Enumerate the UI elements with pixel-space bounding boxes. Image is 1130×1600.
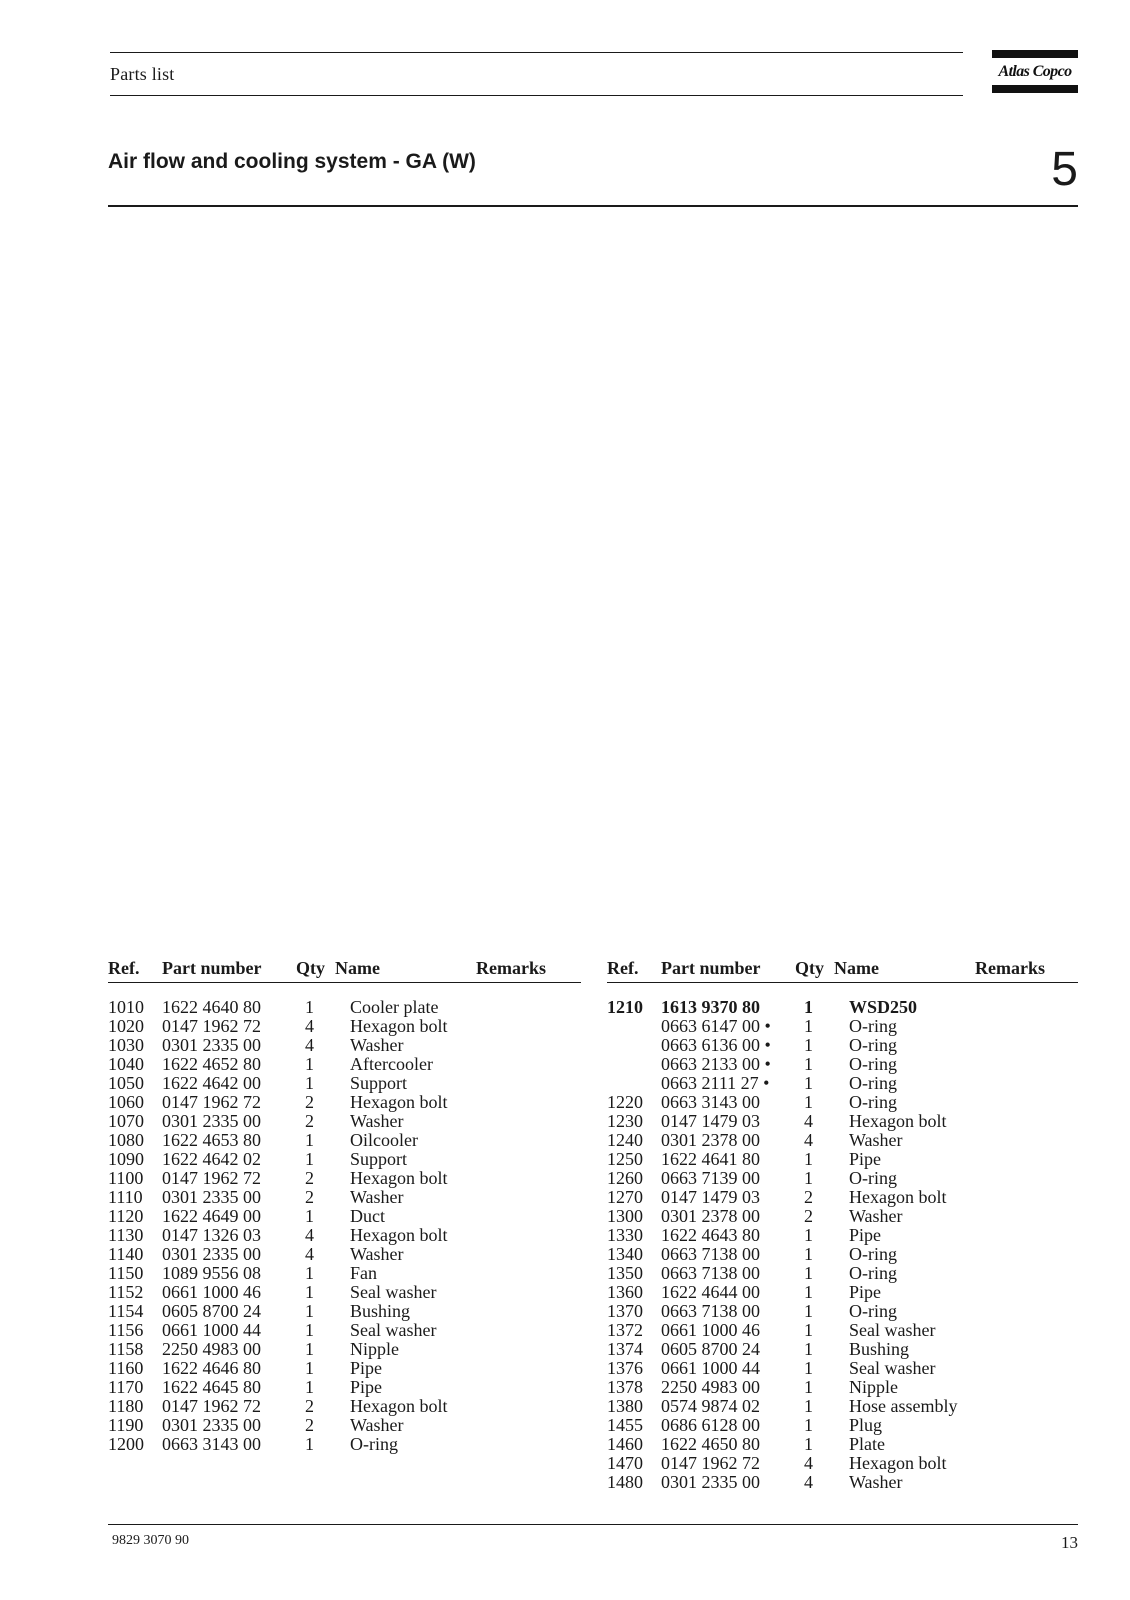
ref-cell: 1020 — [108, 1016, 144, 1036]
table-row — [607, 1416, 1087, 1435]
table-row — [108, 1283, 588, 1302]
qty-cell: 1 — [804, 1396, 813, 1416]
ref-cell: 1250 — [607, 1149, 643, 1169]
col-header-part-number: Part number — [661, 958, 761, 978]
part-number-cell: 0663 2133 00 • — [661, 1054, 771, 1074]
table-row — [607, 1283, 1087, 1302]
qty-cell: 4 — [305, 1035, 314, 1055]
part-number-cell: 1089 9556 08 — [162, 1263, 261, 1283]
name-cell: O-ring — [849, 1016, 897, 1036]
part-number-cell: 0301 2335 00 — [661, 1472, 760, 1492]
ref-cell: 1300 — [607, 1206, 643, 1226]
table-row — [607, 1473, 1087, 1492]
ref-cell: 1010 — [108, 997, 144, 1017]
part-number-cell: 0661 1000 46 — [661, 1320, 760, 1340]
name-cell: Washer — [350, 1111, 404, 1131]
ref-cell: 1100 — [108, 1168, 144, 1188]
part-number-cell: 0663 2111 27 • — [661, 1073, 770, 1093]
part-number-cell: 0663 7138 00 — [661, 1263, 760, 1283]
qty-cell: 4 — [804, 1453, 813, 1473]
table-row — [108, 1416, 588, 1435]
part-number-cell: 2250 4983 00 — [162, 1339, 261, 1359]
name-cell: Hose assembly — [849, 1396, 958, 1416]
table-row — [108, 1378, 588, 1397]
name-cell: Washer — [350, 1415, 404, 1435]
qty-cell: 1 — [305, 1054, 314, 1074]
table-header-rule — [108, 982, 581, 983]
ref-cell: 1374 — [607, 1339, 643, 1359]
part-number-cell: 1622 4649 00 — [162, 1206, 261, 1226]
qty-cell: 1 — [804, 1035, 813, 1055]
qty-cell: 1 — [804, 1149, 813, 1169]
qty-cell: 1 — [804, 1244, 813, 1264]
part-number-cell: 0686 6128 00 — [661, 1415, 760, 1435]
part-number-cell: 1622 4642 02 — [162, 1149, 261, 1169]
table-row — [108, 1150, 588, 1169]
part-number-cell: 0147 1962 72 — [162, 1396, 261, 1416]
table-row — [108, 1264, 588, 1283]
ref-cell: 1050 — [108, 1073, 144, 1093]
qty-cell: 1 — [804, 1434, 813, 1454]
header-bottom-rule — [110, 95, 963, 96]
name-cell: Hexagon bolt — [849, 1187, 947, 1207]
qty-cell: 4 — [804, 1130, 813, 1150]
part-number-cell: 0147 1962 72 — [162, 1016, 261, 1036]
table-row — [607, 1378, 1087, 1397]
name-cell: Hexagon bolt — [849, 1453, 947, 1473]
ref-cell: 1152 — [108, 1282, 144, 1302]
atlas-copco-logo — [992, 50, 1078, 94]
qty-cell: 1 — [305, 1263, 314, 1283]
qty-cell: 1 — [305, 1301, 314, 1321]
qty-cell: 2 — [804, 1187, 813, 1207]
name-cell: Seal washer — [849, 1320, 936, 1340]
ref-cell: 1480 — [607, 1472, 643, 1492]
name-cell: O-ring — [849, 1092, 897, 1112]
part-number-cell: 2250 4983 00 — [661, 1377, 760, 1397]
qty-cell: 1 — [305, 1149, 314, 1169]
qty-cell: 1 — [804, 1225, 813, 1245]
ref-cell: 1110 — [108, 1187, 143, 1207]
name-cell: WSD250 — [849, 997, 918, 1017]
ref-cell: 1376 — [607, 1358, 643, 1378]
ref-cell: 1378 — [607, 1377, 643, 1397]
table-header-rule — [607, 982, 1078, 983]
part-number-cell: 0574 9874 02 — [661, 1396, 760, 1416]
logo-bottom-bar — [992, 85, 1078, 93]
name-cell: Hexagon bolt — [849, 1111, 947, 1131]
name-cell: Hexagon bolt — [350, 1396, 448, 1416]
ref-cell: 1030 — [108, 1035, 144, 1055]
ref-cell: 1158 — [108, 1339, 144, 1359]
name-cell: Duct — [350, 1206, 385, 1226]
table-row — [607, 1169, 1087, 1188]
ref-cell: 1080 — [108, 1130, 144, 1150]
name-cell: Hexagon bolt — [350, 1016, 448, 1036]
ref-cell: 1360 — [607, 1282, 643, 1302]
part-number-cell: 0301 2378 00 — [661, 1206, 760, 1226]
name-cell: Support — [350, 1073, 408, 1093]
part-number-cell: 1622 4652 80 — [162, 1054, 261, 1074]
ref-cell: 1170 — [108, 1377, 144, 1397]
table-row — [108, 1055, 588, 1074]
ref-cell: 1180 — [108, 1396, 144, 1416]
name-cell: O-ring — [350, 1434, 398, 1454]
qty-cell: 4 — [804, 1472, 813, 1492]
ref-cell: 1220 — [607, 1092, 643, 1112]
name-cell: Support — [350, 1149, 408, 1169]
part-number-cell: 1613 9370 80 — [661, 997, 760, 1017]
qty-cell: 1 — [305, 1073, 314, 1093]
qty-cell: 1 — [305, 1320, 314, 1340]
ref-cell: 1340 — [607, 1244, 643, 1264]
col-header-part-number: Part number — [162, 958, 262, 978]
name-cell: Bushing — [849, 1339, 910, 1359]
table-row — [607, 1207, 1087, 1226]
qty-cell: 2 — [305, 1396, 314, 1416]
qty-cell: 1 — [804, 1415, 813, 1435]
part-number-cell: 1622 4645 80 — [162, 1377, 261, 1397]
table-row — [607, 1359, 1087, 1378]
col-header-ref: Ref. — [607, 958, 639, 978]
name-cell: Pipe — [849, 1282, 882, 1302]
ref-cell: 1090 — [108, 1149, 144, 1169]
ref-cell: 1270 — [607, 1187, 643, 1207]
part-number-cell: 1622 4646 80 — [162, 1358, 261, 1378]
ref-cell: 1140 — [108, 1244, 144, 1264]
document-number: 9829 3070 90 — [112, 1533, 189, 1548]
ref-cell: 1260 — [607, 1168, 643, 1188]
qty-cell: 1 — [804, 1339, 813, 1359]
name-cell: Washer — [350, 1187, 404, 1207]
name-cell: O-ring — [849, 1073, 897, 1093]
table-row — [108, 1074, 588, 1093]
qty-cell: 1 — [804, 1016, 813, 1036]
col-header-remarks: Remarks — [975, 958, 1045, 978]
table-row — [108, 1245, 588, 1264]
name-cell: Washer — [849, 1206, 903, 1226]
name-cell: Washer — [849, 1472, 903, 1492]
part-number-cell: 1622 4650 80 — [661, 1434, 760, 1454]
qty-cell: 1 — [804, 1377, 813, 1397]
name-cell: Pipe — [849, 1149, 882, 1169]
name-cell: Hexagon bolt — [350, 1225, 448, 1245]
table-row — [607, 1226, 1087, 1245]
qty-cell: 1 — [804, 1263, 813, 1283]
footer-rule — [108, 1524, 1078, 1525]
ref-cell: 1455 — [607, 1415, 643, 1435]
ref-cell: 1230 — [607, 1111, 643, 1131]
qty-cell: 2 — [305, 1111, 314, 1131]
ref-cell: 1160 — [108, 1358, 144, 1378]
qty-cell: 1 — [305, 1434, 314, 1454]
part-number-cell: 1622 4642 00 — [162, 1073, 261, 1093]
name-cell: Bushing — [350, 1301, 411, 1321]
name-cell: Hexagon bolt — [350, 1168, 448, 1188]
qty-cell: 1 — [804, 1092, 813, 1112]
part-number-cell: 0661 1000 46 — [162, 1282, 261, 1302]
table-row — [607, 1454, 1087, 1473]
name-cell: Cooler plate — [350, 997, 439, 1017]
ref-cell: 1350 — [607, 1263, 643, 1283]
section-rule — [108, 205, 1078, 207]
part-number-cell: 1622 4640 80 — [162, 997, 261, 1017]
part-number-cell: 0663 6136 00 • — [661, 1035, 771, 1055]
ref-cell: 1210 — [607, 997, 643, 1017]
name-cell: O-ring — [849, 1035, 897, 1055]
parts-rows-left — [108, 998, 588, 1454]
ref-cell: 1040 — [108, 1054, 144, 1074]
table-row — [607, 1321, 1087, 1340]
qty-cell: 2 — [804, 1206, 813, 1226]
qty-cell: 1 — [804, 1358, 813, 1378]
table-row — [607, 1302, 1087, 1321]
ref-cell: 1372 — [607, 1320, 643, 1340]
col-header-qty: Qty — [296, 958, 325, 978]
part-number-cell: 0147 1962 72 — [162, 1092, 261, 1112]
table-row — [607, 1131, 1087, 1150]
section-number: 5 — [1051, 143, 1078, 196]
part-number-cell: 0605 8700 24 — [162, 1301, 261, 1321]
part-number-cell: 0663 3143 00 — [661, 1092, 760, 1112]
name-cell: Pipe — [350, 1377, 383, 1397]
ref-cell: 1150 — [108, 1263, 144, 1283]
qty-cell: 4 — [804, 1111, 813, 1131]
qty-cell: 1 — [305, 1358, 314, 1378]
col-header-name: Name — [834, 958, 879, 978]
col-header-remarks: Remarks — [476, 958, 546, 978]
table-row — [108, 1207, 588, 1226]
header-top-rule — [110, 52, 963, 53]
qty-cell: 2 — [305, 1415, 314, 1435]
part-number-cell: 0147 1962 72 — [661, 1453, 760, 1473]
logo-top-bar — [992, 50, 1078, 58]
table-row — [108, 1017, 588, 1036]
part-number-cell: 0661 1000 44 — [661, 1358, 760, 1378]
name-cell: Aftercooler — [350, 1054, 433, 1074]
name-cell: Fan — [350, 1263, 377, 1283]
part-number-cell: 0605 8700 24 — [661, 1339, 760, 1359]
ref-cell: 1190 — [108, 1415, 144, 1435]
qty-cell: 1 — [305, 1339, 314, 1359]
name-cell: Hexagon bolt — [350, 1092, 448, 1112]
table-row — [108, 1226, 588, 1245]
table-row — [607, 998, 1087, 1017]
table-row — [607, 1112, 1087, 1131]
parts-rows-right — [607, 998, 1087, 1492]
part-number-cell: 1622 4643 80 — [661, 1225, 760, 1245]
part-number-cell: 0147 1479 03 — [661, 1111, 760, 1131]
table-row — [108, 1169, 588, 1188]
table-row — [607, 1340, 1087, 1359]
name-cell: Pipe — [849, 1225, 882, 1245]
part-number-cell: 0147 1479 03 — [661, 1187, 760, 1207]
qty-cell: 1 — [804, 1320, 813, 1340]
table-row — [108, 998, 588, 1017]
qty-cell: 1 — [804, 1301, 813, 1321]
col-header-qty: Qty — [795, 958, 824, 978]
qty-cell: 1 — [804, 1073, 813, 1093]
part-number-cell: 0661 1000 44 — [162, 1320, 261, 1340]
part-number-cell: 0663 7138 00 — [661, 1244, 760, 1264]
part-number-cell: 0663 6147 00 • — [661, 1016, 771, 1036]
name-cell: Pipe — [350, 1358, 383, 1378]
ref-cell: 1380 — [607, 1396, 643, 1416]
qty-cell: 4 — [305, 1225, 314, 1245]
name-cell: O-ring — [849, 1301, 897, 1321]
part-number-cell: 0301 2335 00 — [162, 1187, 261, 1207]
ref-cell: 1060 — [108, 1092, 144, 1112]
name-cell: Seal washer — [350, 1320, 437, 1340]
qty-cell: 1 — [305, 1206, 314, 1226]
table-row — [108, 1340, 588, 1359]
ref-cell: 1130 — [108, 1225, 144, 1245]
table-row — [108, 1093, 588, 1112]
name-cell: O-ring — [849, 1263, 897, 1283]
ref-cell: 1200 — [108, 1434, 144, 1454]
table-row — [607, 1150, 1087, 1169]
header-label: Parts list — [110, 64, 175, 84]
section-title: Air flow and cooling system - GA (W) — [108, 150, 476, 173]
name-cell: Nipple — [350, 1339, 399, 1359]
col-header-name: Name — [335, 958, 380, 978]
table-row — [108, 1397, 588, 1416]
table-row — [607, 1435, 1087, 1454]
qty-cell: 2 — [305, 1092, 314, 1112]
part-number-cell: 0301 2378 00 — [661, 1130, 760, 1150]
name-cell: O-ring — [849, 1244, 897, 1264]
table-row — [607, 1188, 1087, 1207]
name-cell: Plate — [849, 1434, 885, 1454]
qty-cell: 2 — [305, 1168, 314, 1188]
part-number-cell: 0301 2335 00 — [162, 1111, 261, 1131]
table-row — [108, 1359, 588, 1378]
qty-cell: 1 — [305, 1282, 314, 1302]
ref-cell: 1154 — [108, 1301, 144, 1321]
name-cell: Washer — [350, 1035, 404, 1055]
ref-cell: 1460 — [607, 1434, 643, 1454]
qty-cell: 4 — [305, 1016, 314, 1036]
part-number-cell: 0301 2335 00 — [162, 1244, 261, 1264]
part-number-cell: 1622 4641 80 — [661, 1149, 760, 1169]
name-cell: Oilcooler — [350, 1130, 418, 1150]
table-row — [108, 1435, 588, 1454]
ref-cell: 1070 — [108, 1111, 144, 1131]
name-cell: Plug — [849, 1415, 883, 1435]
name-cell: Seal washer — [849, 1358, 936, 1378]
qty-cell: 4 — [305, 1244, 314, 1264]
part-number-cell: 0147 1326 03 — [162, 1225, 261, 1245]
table-row — [607, 1397, 1087, 1416]
name-cell: O-ring — [849, 1054, 897, 1074]
table-row — [108, 1321, 588, 1340]
part-number-cell: 0301 2335 00 — [162, 1415, 261, 1435]
ref-cell: 1156 — [108, 1320, 144, 1340]
part-number-cell: 0147 1962 72 — [162, 1168, 261, 1188]
qty-cell: 1 — [305, 1377, 314, 1397]
ref-cell: 1370 — [607, 1301, 643, 1321]
part-number-cell: 0301 2335 00 — [162, 1035, 261, 1055]
part-number-cell: 0663 3143 00 — [162, 1434, 261, 1454]
ref-cell: 1120 — [108, 1206, 144, 1226]
qty-cell: 1 — [804, 997, 813, 1017]
qty-cell: 2 — [305, 1187, 314, 1207]
name-cell: Seal washer — [350, 1282, 437, 1302]
qty-cell: 1 — [305, 1130, 314, 1150]
table-row — [607, 1093, 1087, 1112]
part-number-cell: 1622 4644 00 — [661, 1282, 760, 1302]
name-cell: Washer — [350, 1244, 404, 1264]
table-row — [607, 1017, 1087, 1036]
table-row — [607, 1264, 1087, 1283]
table-row — [607, 1055, 1087, 1074]
name-cell: Nipple — [849, 1377, 898, 1397]
table-row — [108, 1131, 588, 1150]
name-cell: O-ring — [849, 1168, 897, 1188]
qty-cell: 1 — [305, 997, 314, 1017]
qty-cell: 1 — [804, 1282, 813, 1302]
name-cell: Washer — [849, 1130, 903, 1150]
table-row — [108, 1112, 588, 1131]
table-row — [607, 1074, 1087, 1093]
part-number-cell: 1622 4653 80 — [162, 1130, 261, 1150]
ref-cell: 1470 — [607, 1453, 643, 1473]
page-number: 13 — [1061, 1533, 1078, 1552]
logo-wordmark: Atlas Copco — [998, 63, 1072, 80]
table-row — [108, 1188, 588, 1207]
table-row — [607, 1245, 1087, 1264]
table-row — [108, 1302, 588, 1321]
table-row — [607, 1036, 1087, 1055]
qty-cell: 1 — [804, 1168, 813, 1188]
ref-cell: 1240 — [607, 1130, 643, 1150]
qty-cell: 1 — [804, 1054, 813, 1074]
col-header-ref: Ref. — [108, 958, 140, 978]
ref-cell: 1330 — [607, 1225, 643, 1245]
part-number-cell: 0663 7138 00 — [661, 1301, 760, 1321]
table-row — [108, 1036, 588, 1055]
part-number-cell: 0663 7139 00 — [661, 1168, 760, 1188]
